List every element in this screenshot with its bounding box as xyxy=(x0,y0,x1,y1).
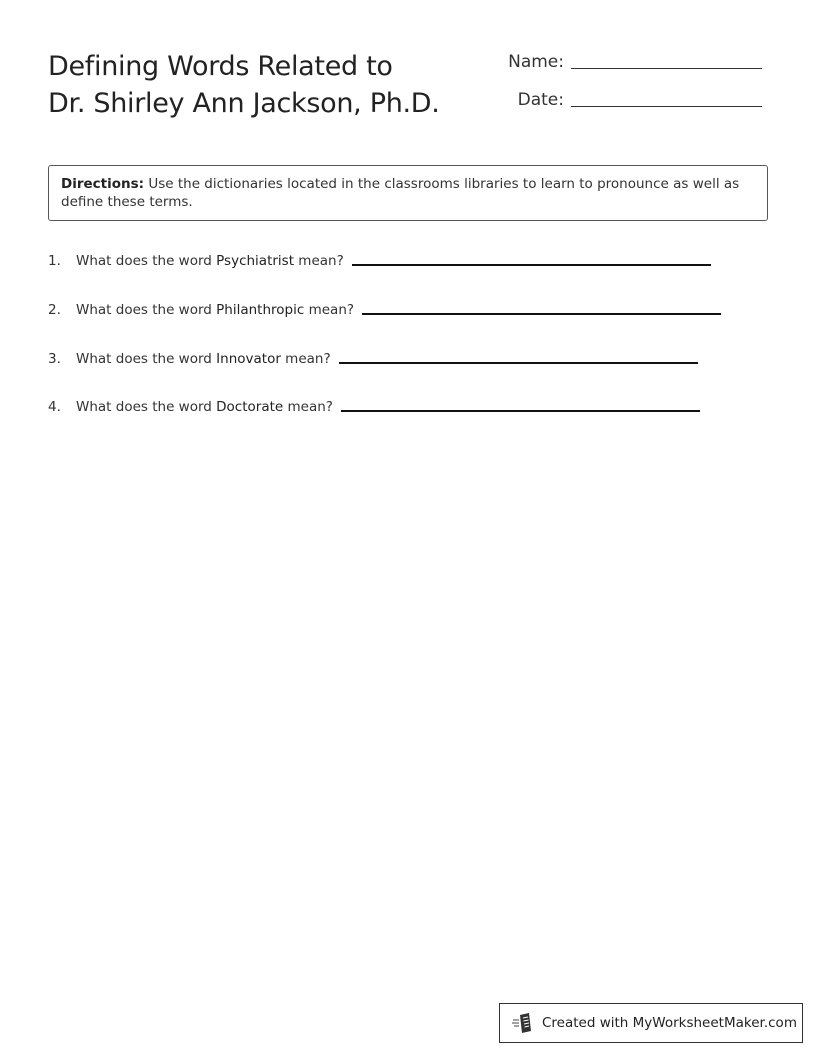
question-term: Psychiatrist xyxy=(216,253,295,269)
question-4 xyxy=(48,399,700,415)
directions-text: Use the dictionaries located in the classrooms libraries to learn to pronounce as well as define these terms. xyxy=(61,176,740,210)
name-blank-line[interactable] xyxy=(571,68,762,69)
question-prefix: What does the word xyxy=(76,253,217,269)
question-term: Innovator xyxy=(216,351,281,367)
question-prefix: What does the word xyxy=(76,302,217,318)
directions-box xyxy=(48,165,768,221)
date-label: Date: xyxy=(517,90,564,110)
question-suffix: mean? xyxy=(294,253,344,269)
question-1 xyxy=(48,253,711,269)
question-2 xyxy=(48,302,721,318)
question-term: Doctorate xyxy=(216,399,284,415)
question-number: 4. xyxy=(48,399,61,415)
footer-credit-badge[interactable] xyxy=(499,1003,803,1043)
answer-line[interactable] xyxy=(362,313,721,315)
answer-line[interactable] xyxy=(352,264,711,266)
footer-credit-text: Created with MyWorksheetMaker.com xyxy=(542,1015,797,1031)
directions-label: Directions: xyxy=(61,176,145,192)
question-suffix: mean? xyxy=(280,351,331,367)
answer-line[interactable] xyxy=(339,362,698,364)
date-blank-line[interactable] xyxy=(571,106,762,107)
worksheet-maker-logo-icon xyxy=(512,1012,534,1034)
question-suffix: mean? xyxy=(304,302,355,318)
question-number: 1. xyxy=(48,253,61,269)
name-field xyxy=(494,52,762,72)
question-prefix: What does the word xyxy=(76,351,217,367)
date-field xyxy=(494,90,762,110)
question-prefix: What does the word xyxy=(76,399,217,415)
title-line-1: Defining Words Related to xyxy=(48,51,393,82)
question-number: 3. xyxy=(48,351,61,367)
worksheet-title xyxy=(48,48,440,122)
answer-line[interactable] xyxy=(341,410,700,412)
name-label: Name: xyxy=(508,52,564,72)
question-term: Philanthropic xyxy=(216,302,305,318)
question-number: 2. xyxy=(48,302,61,318)
question-suffix: mean? xyxy=(283,399,333,415)
question-3 xyxy=(48,351,698,367)
title-line-2: Dr. Shirley Ann Jackson, Ph.D. xyxy=(48,88,440,119)
